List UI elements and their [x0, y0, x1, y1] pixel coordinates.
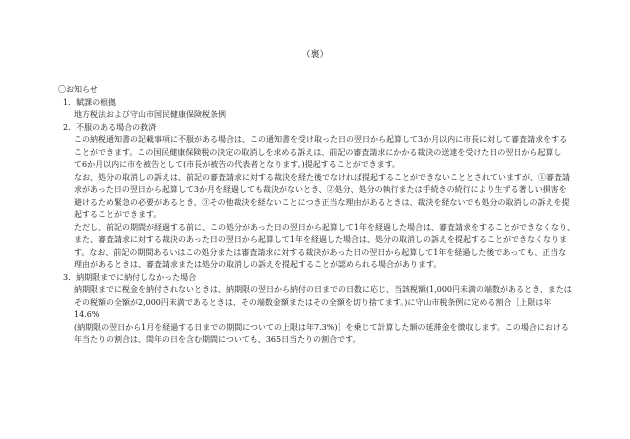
section-line: 納期限までに税金を納付されないときは、納期限の翌日から納付の日までの日数に応じ、当該税額(1,000円未満の端数があるとき、または — [74, 285, 572, 294]
section-title-late-payment: 3．納期限までに納付しなかった場合 — [63, 272, 197, 282]
notice-body — [58, 84, 576, 347]
section-line: その税額の全額が2,000円未満であるときは、その端数金額またはその全額を切り捨てます。)に守山市税条例に定める割合［上限は年14.6% — [74, 297, 552, 319]
section-line: す。なお、前記の期間あるいはこの処分または審査請求に対する裁決があった日の翌日から起算して1年を経過した後であっても、正当な — [74, 247, 567, 257]
section-line: 年当たりの割合は、閏年の日を含む期間についても、365日当たりの割合です。 — [74, 335, 361, 344]
section-body-late-payment — [58, 284, 576, 347]
section-title-appeal: 2．不服のある場合の救済 — [63, 122, 157, 132]
section-line: ことができます。この国民健康保険税の決定の取消しを求める訴えは、前記の審査請求にかかる裁決の送達を受けた日の翌日から起算し — [74, 147, 562, 157]
section-line: なお、処分の取消しの訴えは、前記の審査請求に対する裁決を経た後でなければ提起することができないこととされていますが、①審査請 — [74, 172, 570, 182]
section-body-basis — [58, 109, 576, 122]
section-line: 避けるため緊急の必要があるとき、③その他裁決を経ないことにつき正当な理由があるときは、裁決を経ないでも処分の取消しの訴えを提 — [74, 197, 570, 207]
section-line: 理由があるときは、審査請求または処分の取消しの訴えを提起することが認められる場合があります。 — [74, 260, 442, 269]
section-body-appeal — [58, 134, 576, 272]
section-line: (納期限の翌日から1月を経過する日までの期間についての上限は年7.3%)］を乗じて計算した額の延滞金を徴収します。この場合における — [74, 322, 569, 332]
section-line: 起することができます。 — [74, 210, 162, 219]
section-line: この納税通知書の記載事項に不服がある場合は、この通知書を受け取った日の翌日から起算して3か月以内に市長に対して審査請求をする — [74, 135, 568, 144]
back-side-label: （裏） — [301, 50, 329, 60]
notice-heading: 〇お知らせ — [58, 85, 98, 94]
section-title-basis: 1．賦課の根拠 — [63, 97, 117, 107]
section-line: て6か月以内に市を被告として(市長が被告の代表者となります。)提起することができます。 — [74, 160, 401, 169]
section-line: 求があった日の翌日から起算して3か月を経過しても裁決がないとき、②処分、処分の執行または手続きの続行により生ずる著しい損害を — [74, 185, 567, 194]
section-line: また、審査請求に対する裁決のあった日の翌日から起算して1年を経過した場合は、処分の取消しの訴えを提起することができなくなりま — [74, 235, 568, 244]
section-line: 地方税法および守山市国民健康保険税条例 — [74, 110, 226, 119]
section-line: ただし、前記の期間が経過する前に、この処分があった日の翌日から起算して1年を経過した場合は、審査請求をすることができなくなり、 — [74, 222, 576, 232]
